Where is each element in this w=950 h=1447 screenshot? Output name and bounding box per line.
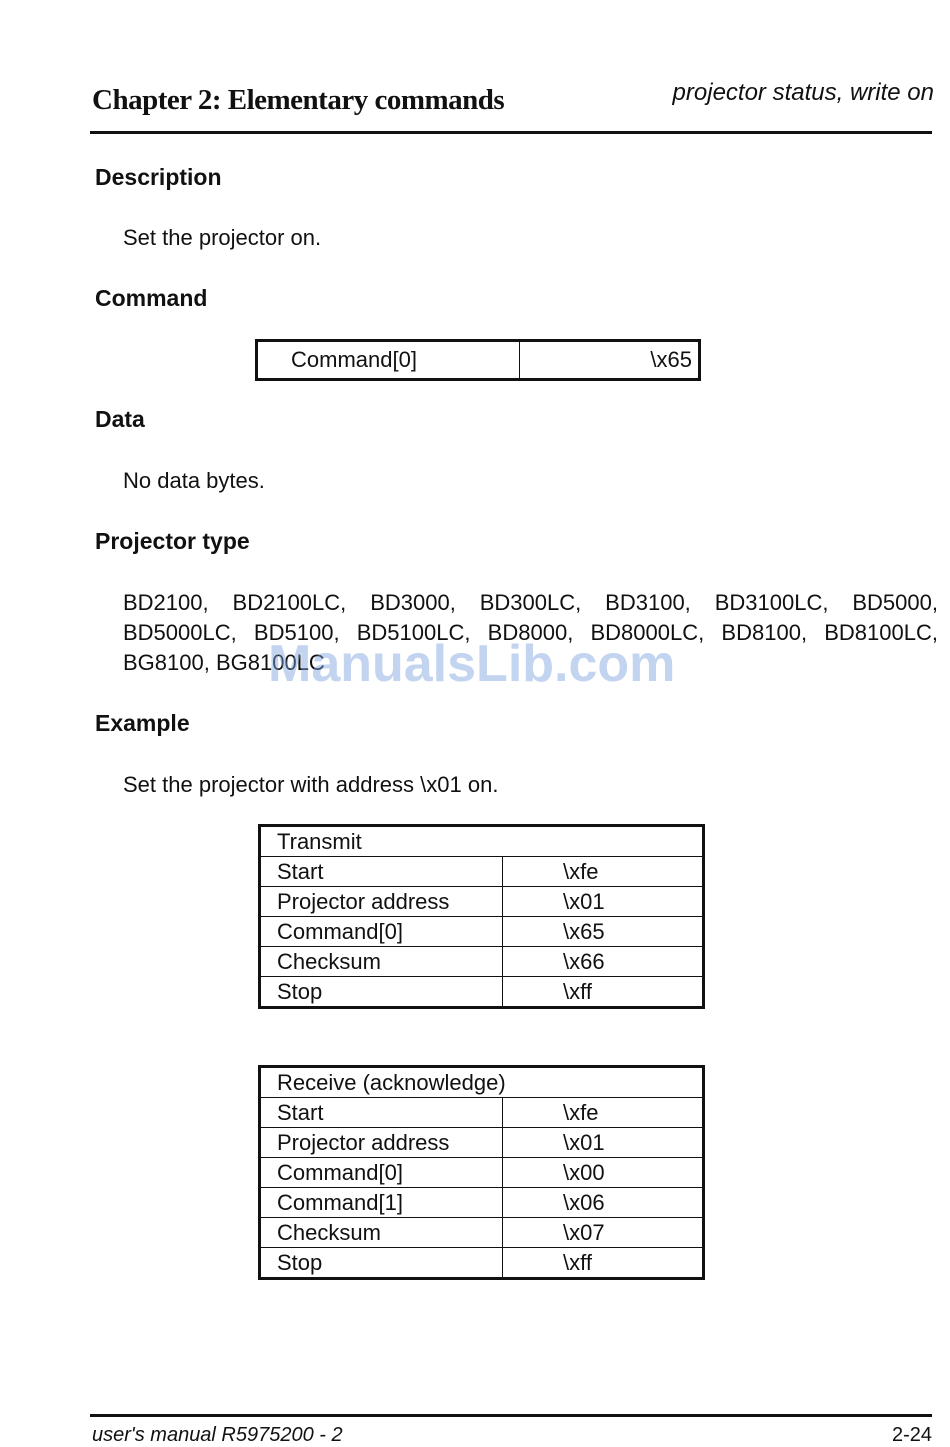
table-row (260, 977, 704, 1008)
row-value: \x07 (503, 1218, 704, 1248)
projector-type-line: BD5000LC, BD5100, BD5100LC, BD8000, BD8000LC, BD8100, BD8100LC, (123, 620, 938, 645)
row-label: Command[0] (260, 917, 503, 947)
row-label: Stop (260, 1248, 503, 1279)
receive-title: Receive (acknowledge) (277, 1070, 506, 1095)
example-text: Set the projector with address \x01 on. (123, 772, 499, 797)
row-value: \xff (503, 1248, 704, 1279)
header-rule (90, 131, 932, 134)
row-label: Projector address (260, 1128, 503, 1158)
description-text: Set the projector on. (123, 225, 322, 250)
table-row (260, 1218, 704, 1248)
row-label: Stop (260, 977, 503, 1008)
row-label: Checksum (260, 1218, 503, 1248)
description-heading: Description (95, 164, 222, 190)
data-text: No data bytes. (123, 468, 265, 493)
example-heading: Example (95, 710, 190, 736)
command-row (257, 341, 700, 380)
projector-type-line: BD2100, BD2100LC, BD3000, BD300LC, BD3100, BD3100LC, BD5000, (123, 590, 938, 615)
table-row (260, 1098, 704, 1128)
row-value: \xff (503, 977, 704, 1008)
table-row (260, 857, 704, 887)
row-label: Start (260, 1098, 503, 1128)
footer-page-number: 2-24 (891, 1424, 932, 1446)
command-heading: Command (95, 285, 208, 311)
row-value: \x01 (503, 887, 704, 917)
table-row (260, 1248, 704, 1279)
chapter-title: Chapter 2: Elementary commands (92, 84, 505, 116)
projector-type-line: BG8100, BG8100LC (123, 650, 325, 675)
row-value: \x66 (503, 947, 704, 977)
footer-rule (90, 1414, 932, 1417)
row-value: \x06 (503, 1188, 704, 1218)
row-label: Command[1] (260, 1188, 503, 1218)
receive-table (258, 1065, 705, 1280)
row-label: Checksum (260, 947, 503, 977)
row-label: Start (260, 857, 503, 887)
transmit-title: Transmit (277, 829, 362, 854)
table-row (260, 917, 704, 947)
command-table (255, 339, 701, 381)
command-value: \x65 (520, 341, 700, 380)
data-heading: Data (95, 406, 145, 432)
footer-manual-ref: user's manual R5975200 - 2 (92, 1424, 343, 1446)
row-value: \x01 (503, 1128, 704, 1158)
table-row (260, 1158, 704, 1188)
watermark: ManualsLib.com (268, 635, 676, 693)
table-row (260, 1128, 704, 1158)
row-label: Command[0] (260, 1158, 503, 1188)
topic-title: projector status, write on (672, 79, 934, 106)
projector-type-heading: Projector type (95, 528, 250, 554)
transmit-table (258, 824, 705, 1009)
row-value: \xfe (503, 857, 704, 887)
row-value: \x00 (503, 1158, 704, 1188)
table-row (260, 947, 704, 977)
row-label: Projector address (260, 887, 503, 917)
row-value: \x65 (503, 917, 704, 947)
row-value: \xfe (503, 1098, 704, 1128)
table-row (260, 1188, 704, 1218)
command-label: Command[0] (257, 341, 520, 380)
table-row (260, 887, 704, 917)
